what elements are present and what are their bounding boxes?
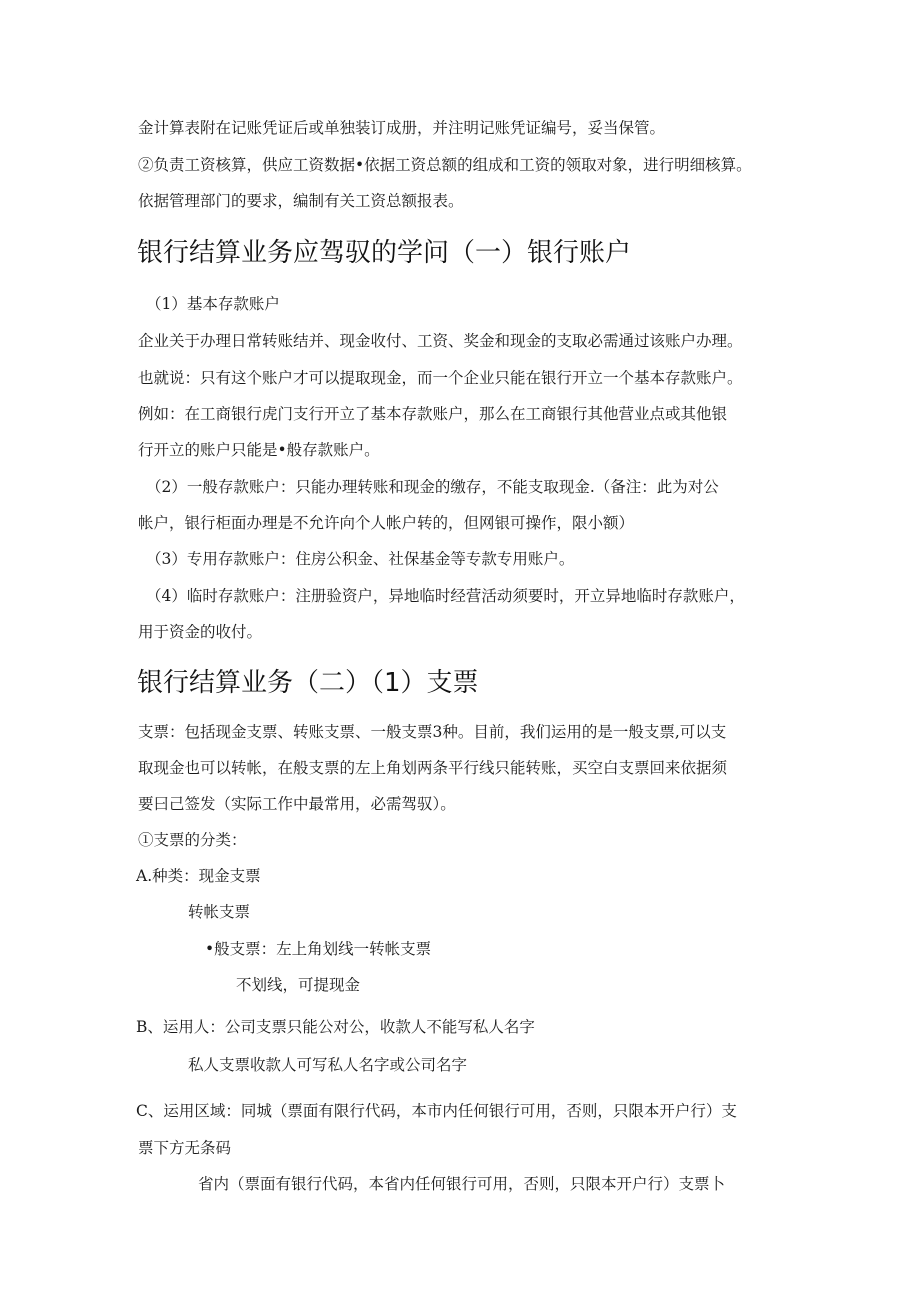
paragraph-line: （3）专用存款账户：住房公积金、社保基金等专款专用账户。 <box>146 550 575 568</box>
paragraph-line: 票下方无条码 <box>138 1139 232 1157</box>
paragraph-line: 省内（票面有银行代码，本省内任何银行可用，否则，只限本开户行）支票卜 <box>198 1175 726 1193</box>
paragraph-line: （1）基本存款账户 <box>146 295 280 313</box>
paragraph-line: •般支票：左上角划线一转帐支票 <box>205 940 432 958</box>
paragraph-line: 要曰己签发（实际工作中最常用，必需驾驭）。 <box>138 795 456 813</box>
paragraph-line: （2）一般存款账户：只能办理转账和现金的缴存，不能支取现金.（备注：此为对公 <box>146 478 719 496</box>
paragraph-line: 取现金也可以转帐，在般支票的左上角划两条平行线只能转账，买空白支票回来依据须 <box>138 759 728 777</box>
paragraph-line: 支票：包括现金支票、转账支票、一般支票3种。目前，我们运用的是一般支票,可以支 <box>138 723 727 741</box>
paragraph-line: 也就说：只有这个账户才可以提取现金，而一个企业只能在银行开立一个基本存款账户。 <box>138 369 743 387</box>
paragraph-line: ②负责工资核算，供应工资数据•依据工资总额的组成和工资的领取对象，进行明细核算。 <box>138 156 752 174</box>
paragraph-line: （4）临时存款账户：注册验资户，异地临时经营活动须要时，开立异地临时存款账户， <box>146 587 745 605</box>
paragraph-line: B、运用人：公司支票只能公对公，收款人不能写私人名字 <box>136 1018 535 1036</box>
section-heading: 银行结算业务（二）（1）支票 <box>137 668 479 698</box>
paragraph-line: 转帐支票 <box>188 903 251 921</box>
paragraph-line: 不划线，可提现金 <box>236 976 361 994</box>
section-heading: 银行结算业务应驾驭的学问（一）银行账户 <box>137 238 632 268</box>
paragraph-line: A.种类：现金支票 <box>136 867 261 885</box>
paragraph-line: 行开立的账户只能是•般存款账户。 <box>138 441 380 459</box>
paragraph-line: 企业关于办理日常转账结并、现金收付、工资、奖金和现金的支取必需通过该账户办理。 <box>138 332 743 350</box>
paragraph-line: 金计算表附在记账凭证后或单独装订成册，并注明记账凭证编号，妥当保管。 <box>138 119 666 137</box>
paragraph-line: 私人支票收款人可写私人名字或公司名字 <box>188 1056 468 1074</box>
paragraph-line: 依据管理部门的要求，编制有关工资总额报表。 <box>138 192 464 210</box>
paragraph-line: 用于资金的收付。 <box>138 623 263 641</box>
paragraph-line: 例如：在工商银行虎门支行开立了基本存款账户，那么在工商银行其他营业点或其他银 <box>138 405 728 423</box>
paragraph-line: C、运用区域：同城（票面有限行代码，本市内任何银行可用，否则，只限本开户行）支 <box>136 1102 737 1120</box>
paragraph-line: 帐户，银行柜面办理是不允许向个人帐户转的，但网银可操作，限小额） <box>138 514 635 532</box>
paragraph-line: ①支票的分类： <box>138 831 247 849</box>
